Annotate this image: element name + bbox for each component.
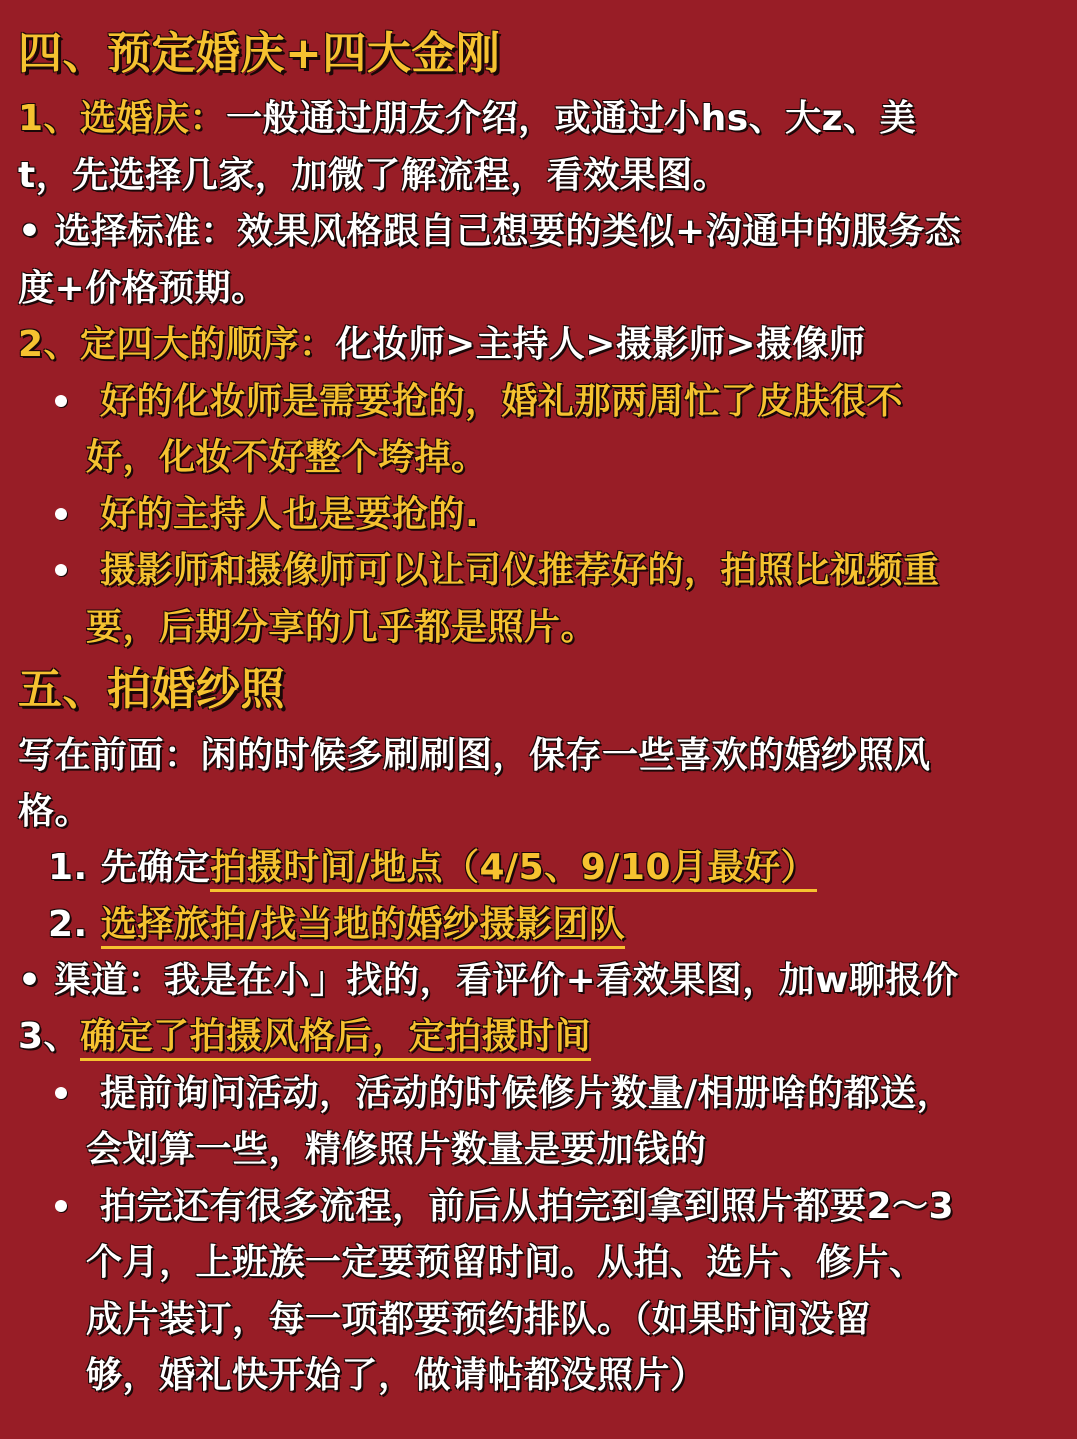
list-item-1 [48, 843, 817, 893]
s5-bullet2-line4: 够，婚礼快开始了，做请帖都没照片） [86, 1355, 707, 1396]
list-item-2 [48, 900, 625, 950]
criteria-line1: • 选择标准：效果风格跟自己想要的类似+沟通中的服务态 [18, 211, 962, 252]
s4-bullet1-line2: 好，化妆不好整个垮掉。 [86, 437, 488, 478]
channel-line: • 渠道：我是在小」找的，看评价+看效果图，加w聊报价 [18, 960, 959, 1001]
s4-bullet2-line1: 好的主持人也是要抢的. [100, 494, 480, 535]
step2-label: 2、定四大的顺序： [18, 324, 336, 365]
list-item-1-highlight: 拍摄时间/地点（4/5、9/10月最好） [210, 847, 817, 892]
step3-label: 3、 [18, 1016, 81, 1057]
list-item-1-number: 1. [48, 847, 88, 888]
s4-bullet3-line1: 摄影师和摄像师可以让司仪推荐好的，拍照比视频重 [100, 550, 940, 591]
criteria-line2: 度+价格预期。 [18, 268, 268, 309]
list-item-1-prefix: 先确定 [100, 847, 211, 888]
step3-line [18, 1012, 591, 1062]
step1-text-line1: 一般通过朋友介绍，或通过小hs、大z、美 [226, 98, 917, 139]
list-item-2-number: 2. [48, 904, 88, 945]
step2-text: 化妆师>主持人>摄影师>摄像师 [335, 324, 866, 365]
s4-bullet3-line2: 要，后期分享的几乎都是照片。 [86, 607, 598, 648]
bullet-dot [55, 564, 67, 576]
s5-bullet2-line3: 成片装订，每一项都要预约排队。（如果时间没留 [86, 1299, 872, 1340]
section4-heading: 四、预定婚庆+四大金刚 [18, 28, 501, 79]
step1-line1 [18, 94, 916, 144]
s5-bullet1-line2: 会划算一些，精修照片数量是要加钱的 [86, 1129, 707, 1170]
bullet-dot [55, 1087, 67, 1099]
intro-line2: 格。 [18, 791, 92, 832]
section5-heading: 五、拍婚纱照 [18, 664, 285, 715]
list-item-2-highlight: 选择旅拍/找当地的婚纱摄影团队 [101, 904, 626, 949]
step2-line [18, 320, 866, 370]
s5-bullet2-line2: 个月，上班族一定要预留时间。从拍、选片、修片、 [86, 1242, 926, 1283]
step3-highlight: 确定了拍摄风格后，定拍摄时间 [80, 1016, 591, 1061]
s5-bullet1-line1: 提前询问活动，活动的时候修片数量/相册啥的都送， [100, 1073, 954, 1114]
s5-bullet2-line1: 拍完还有很多流程，前后从拍完到拿到照片都要2～3 [100, 1186, 955, 1227]
intro-line1: 写在前面：闲的时候多刷刷图，保存一些喜欢的婚纱照风 [18, 735, 931, 776]
bullet-dot [55, 395, 67, 407]
s4-bullet1-line1: 好的化妆师是需要抢的，婚礼那两周忙了皮肤很不 [100, 381, 904, 422]
bullet-dot [55, 508, 67, 520]
step1-text-line2: t，先选择几家，加微了解流程，看效果图。 [18, 155, 730, 196]
bullet-dot [55, 1200, 67, 1212]
step1-label: 1、选婚庆： [18, 98, 227, 139]
